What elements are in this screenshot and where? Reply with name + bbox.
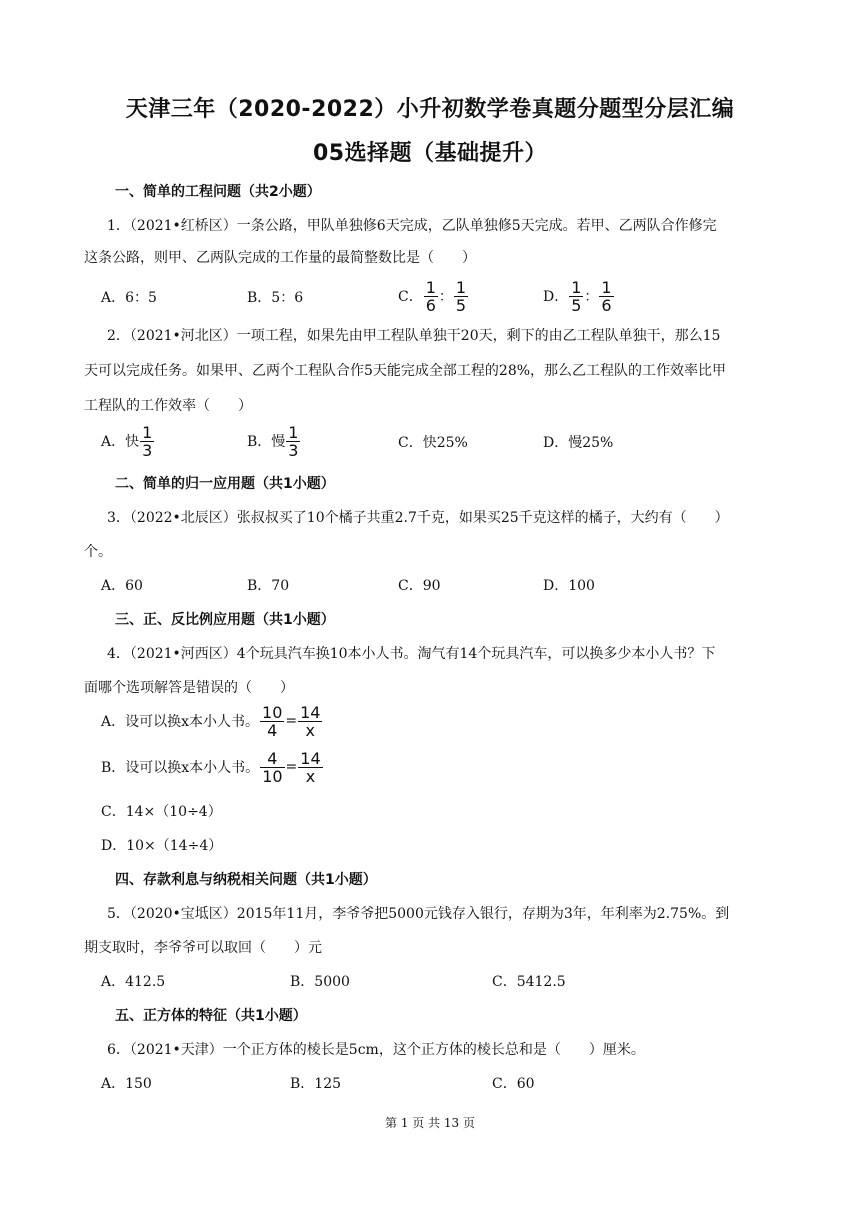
equal-sign: = bbox=[285, 759, 298, 775]
option-c[interactable]: C．14×（10÷4） bbox=[101, 804, 222, 820]
question-text: 2．（2021•河北区）一项工程，如果先由甲工程队单独干20天，剩下的由乙工程队单独干，那么15 bbox=[107, 328, 721, 344]
option-c[interactable]: C．60 bbox=[492, 1076, 535, 1092]
option-label: A．设可以换x本小人书。 bbox=[101, 714, 260, 730]
fraction: $\frac{1}{6}$ bbox=[425, 277, 436, 315]
question-text: 6．（2021•天津）一个正方体的棱长是5cm，这个正方体的棱长总和是（ ）厘米。 bbox=[107, 1042, 645, 1058]
option-d[interactable]: D．100 bbox=[543, 578, 595, 594]
fraction: $\frac{1}{3}$ bbox=[142, 422, 153, 460]
question-text: 个。 bbox=[84, 544, 112, 560]
section-heading: 三、正、反比例应用题（共1小题） bbox=[115, 612, 335, 628]
question-text: 面哪个选项解答是错误的（ ） bbox=[84, 680, 294, 696]
equal-sign: = bbox=[285, 713, 298, 729]
option-b[interactable]: B．5000 bbox=[290, 974, 350, 990]
fraction: $\frac{1}{5}$ bbox=[455, 277, 467, 315]
option-label: C． bbox=[398, 289, 423, 305]
ratio-sign: ： bbox=[584, 289, 599, 305]
option-a[interactable]: A．412.5 bbox=[101, 974, 166, 990]
option-a[interactable]: A．150 bbox=[101, 1076, 152, 1092]
question-text: 3．（2022•北辰区）张叔叔买了10个橘子共重2.7千克，如果买25千克这样的橘子，大约有（ ） bbox=[107, 510, 729, 526]
option-label: B．设可以换x本小人书。 bbox=[101, 760, 260, 776]
question-text: 期支取时，李爷爷可以取回（ ）元 bbox=[84, 940, 322, 956]
fraction: $\frac{1}{6}$ bbox=[601, 277, 612, 315]
page-number: 第 1 页 共 13 页 bbox=[385, 1116, 475, 1130]
option-c[interactable]: C．快25% bbox=[398, 435, 468, 451]
option-label: D． bbox=[543, 289, 569, 305]
fraction: $\frac{1}{3}$ bbox=[288, 422, 299, 460]
option-c[interactable]: C．90 bbox=[398, 578, 441, 594]
section-heading: 五、正方体的特征（共1小题） bbox=[115, 1008, 307, 1024]
section-heading: 四、存款利息与纳税相关问题（共1小题） bbox=[115, 872, 377, 888]
question-text: 5．（2020•宝坻区）2015年11月，李爷爷把5000元钱存入银行，存期为3年，年利率为2.75%。到 bbox=[107, 906, 730, 922]
option-c[interactable]: C．5412.5 bbox=[492, 974, 566, 990]
question-text: 天可以完成任务。如果甲、乙两个工程队合作5天能完成全部工程的28%，那么乙工程队的工作效率比甲 bbox=[84, 363, 727, 379]
option-b[interactable]: B．70 bbox=[247, 578, 290, 594]
option-a[interactable] bbox=[101, 701, 323, 741]
fraction: $\frac{14}{x}$ bbox=[300, 748, 321, 786]
fraction: $\frac{1}{5}$ bbox=[571, 277, 582, 315]
fraction: $\frac{4}{10}$ bbox=[262, 748, 283, 786]
option-b[interactable] bbox=[101, 747, 324, 787]
question-text: 4．（2021•河西区）4个玩具汽车换10本小人书。淘气有14个玩具汽车，可以换多少本小人书？下 bbox=[107, 646, 716, 662]
option-a[interactable]: A．6：5 bbox=[101, 290, 157, 306]
fraction: $\frac{14}{x}$ bbox=[300, 702, 321, 740]
ratio-sign: ： bbox=[438, 289, 453, 305]
section-heading: 二、简单的归一应用题（共1小题） bbox=[115, 476, 335, 492]
question-text: 工程队的工作效率（ ） bbox=[84, 398, 252, 414]
section-heading: 一、简单的工程问题（共2小题） bbox=[115, 184, 321, 200]
option-b[interactable] bbox=[247, 421, 301, 461]
option-label: A．快 bbox=[101, 434, 140, 450]
option-b[interactable]: B．125 bbox=[290, 1076, 342, 1092]
option-a[interactable]: A．60 bbox=[101, 578, 143, 594]
page-title: 天津三年（2020-2022）小升初数学卷真题分题型分层汇编 bbox=[125, 97, 735, 122]
option-c[interactable] bbox=[398, 276, 469, 316]
page-subtitle: 05选择题（基础提升） bbox=[312, 141, 548, 166]
option-a[interactable] bbox=[101, 421, 155, 461]
option-b[interactable]: B．5：6 bbox=[247, 290, 304, 306]
option-d[interactable]: D．10×（14÷4） bbox=[101, 838, 223, 854]
option-d[interactable]: D．慢25% bbox=[543, 435, 614, 451]
question-text: 这条公路，则甲、乙两队完成的工作量的最简整数比是（ ） bbox=[84, 250, 476, 266]
option-d[interactable] bbox=[543, 276, 615, 316]
fraction: $\frac{10}{4}$ bbox=[262, 702, 283, 740]
question-text: 1．（2021•红桥区）一条公路，甲队单独修6天完成，乙队单独修5天完成。若甲、乙两队合作修完 bbox=[107, 218, 717, 234]
option-label: B．慢 bbox=[247, 434, 286, 450]
